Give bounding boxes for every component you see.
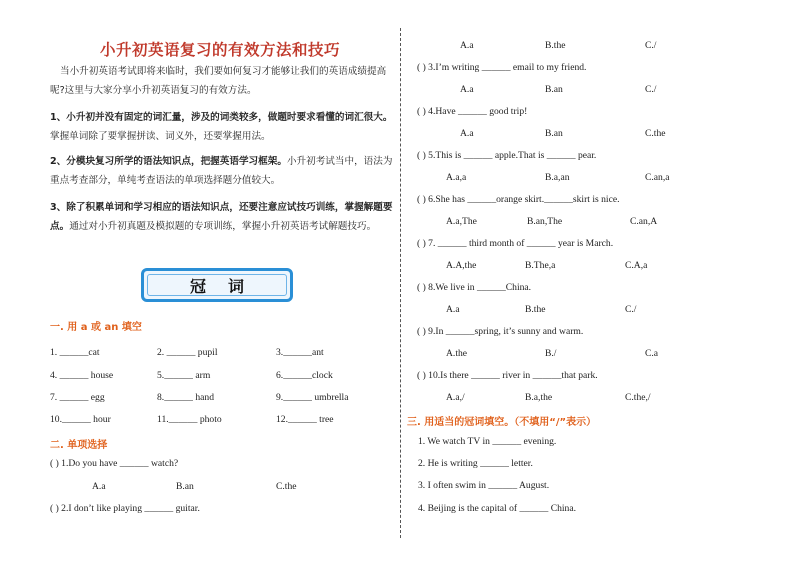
option-b: B.a,the: [525, 392, 553, 403]
tip-1-text: 掌握单词除了要掌握拼读、词义外，还要掌握用法。: [50, 131, 271, 142]
option-a: A.a: [92, 481, 106, 492]
section-2-title: 二. 单项选择: [50, 440, 108, 451]
fill-blank-item: 7. ______ egg: [50, 392, 105, 403]
option-b: B.the: [525, 304, 546, 315]
option-b: B.an: [545, 128, 563, 139]
option-a: A.a,The: [446, 216, 477, 227]
fill-article-item: 3. I often swim in ______ August.: [418, 480, 550, 491]
section-banner: [141, 268, 293, 302]
tip-1-heading: 1、小升初并没有固定的词汇量，涉及的词类较多，做题时要求看懂的词汇很大。: [50, 112, 393, 123]
section-3-title: 三. 用适当的冠词填空。（不填用“/”表示）: [407, 417, 597, 428]
fill-blank-item: 2. ______ pupil: [157, 347, 218, 358]
tip-2-heading: 2、分模块复习所学的语法知识点，把握英语学习框架。: [50, 156, 287, 167]
question-text: ( ) 3.I’m writing ______ email to my friend.: [417, 62, 587, 73]
fill-blank-item: 9.______ umbrella: [276, 392, 349, 403]
option-a: A.a,/: [446, 392, 465, 403]
question-text: ( ) 4.Have ______ good trip!: [417, 106, 528, 117]
option-b: B.The,a: [525, 260, 556, 271]
tip-3-text: 通过对小升初真题及模拟题的专项训练，掌握小升初英语考试解题技巧。: [69, 221, 377, 232]
fill-article-item: 1. We watch TV in ______ evening.: [418, 436, 557, 447]
option-b: B.a,an: [545, 172, 570, 183]
question-text: ( ) 2.I don’t like playing ______ guitar.: [50, 503, 200, 514]
fill-blank-item: 1. ______cat: [50, 347, 100, 358]
page-title: 小升初英语复习的有效方法和技巧: [100, 41, 341, 59]
option-b: B.an: [545, 84, 563, 95]
option-a: A.A,the: [446, 260, 477, 271]
option-a: A.the: [446, 348, 468, 359]
fill-blank-item: 12.______ tree: [276, 414, 334, 425]
question-text: ( ) 6.She has ______orange skirt.______skirt is nice.: [417, 194, 620, 205]
tip-3-heading: 3、除了积累单词和学习相应的语法知识点，还要注意应试技巧训练，掌握解题要点。: [50, 202, 393, 232]
column-divider: [400, 28, 401, 538]
option-c: C.the: [276, 481, 297, 492]
option-c: C.an,A: [630, 216, 658, 227]
question-text: ( ) 8.We live in ______China.: [417, 282, 532, 293]
option-b: B.an,The: [527, 216, 563, 227]
option-c: C.the: [645, 128, 666, 139]
tip-2-text: 小升初考试当中，语法为重点考查部分，单纯考查语法的单项选择题分值较大。: [50, 156, 393, 186]
option-a: A.a: [460, 128, 474, 139]
fill-article-item: 2. He is writing ______ letter.: [418, 458, 533, 469]
fill-blank-item: 4. ______ house: [50, 370, 114, 381]
question-text: ( ) 7. ______ third month of ______ year is March.: [417, 238, 614, 249]
option-b: B.the: [545, 40, 566, 51]
option-c: C.A,a: [625, 260, 648, 271]
option-a: A.a: [460, 40, 474, 51]
fill-blank-item: 11.______ photo: [157, 414, 222, 425]
option-c: C.an,a: [645, 172, 670, 183]
option-b: B./: [545, 348, 557, 359]
question-text: ( ) 9.In ______spring, it’s sunny and warm.: [417, 326, 584, 337]
option-c: C.a: [645, 348, 659, 359]
option-a: A.a: [460, 84, 474, 95]
option-a: A.a: [446, 304, 460, 315]
fill-blank-item: 5.______ arm: [157, 370, 211, 381]
option-c: C.the,/: [625, 392, 651, 403]
tip-1: [50, 108, 395, 146]
fill-blank-item: 10.______ hour: [50, 414, 111, 425]
option-c: C./: [625, 304, 637, 315]
question-text: ( ) 1.Do you have ______ watch?: [50, 458, 179, 469]
fill-article-item: 4. Beijing is the capital of ______ China.: [418, 503, 577, 514]
intro-paragraph: 当小升初英语考试即将来临时，我们要如何复习才能够让我们的英语成绩提高呢?这里与大家分享小升初英语复习的有效方法。: [50, 66, 387, 96]
question-text: ( ) 5.This is ______ apple.That is ______ pear.: [417, 150, 597, 161]
fill-blank-item: 8.______ hand: [157, 392, 215, 403]
option-c: C./: [645, 84, 657, 95]
section-1-title: 一. 用 a 或 an 填空: [50, 322, 142, 333]
option-c: C./: [645, 40, 657, 51]
tip-2: [50, 152, 395, 190]
option-b: B.an: [176, 481, 194, 492]
question-text: ( ) 10.Is there ______ river in ______that park.: [417, 370, 598, 381]
fill-blank-item: 3.______ant: [276, 347, 324, 358]
fill-blank-item: 6.______clock: [276, 370, 333, 381]
tip-3: [50, 198, 395, 236]
banner-label: 冠词: [147, 274, 287, 296]
option-a: A.a,a: [446, 172, 467, 183]
